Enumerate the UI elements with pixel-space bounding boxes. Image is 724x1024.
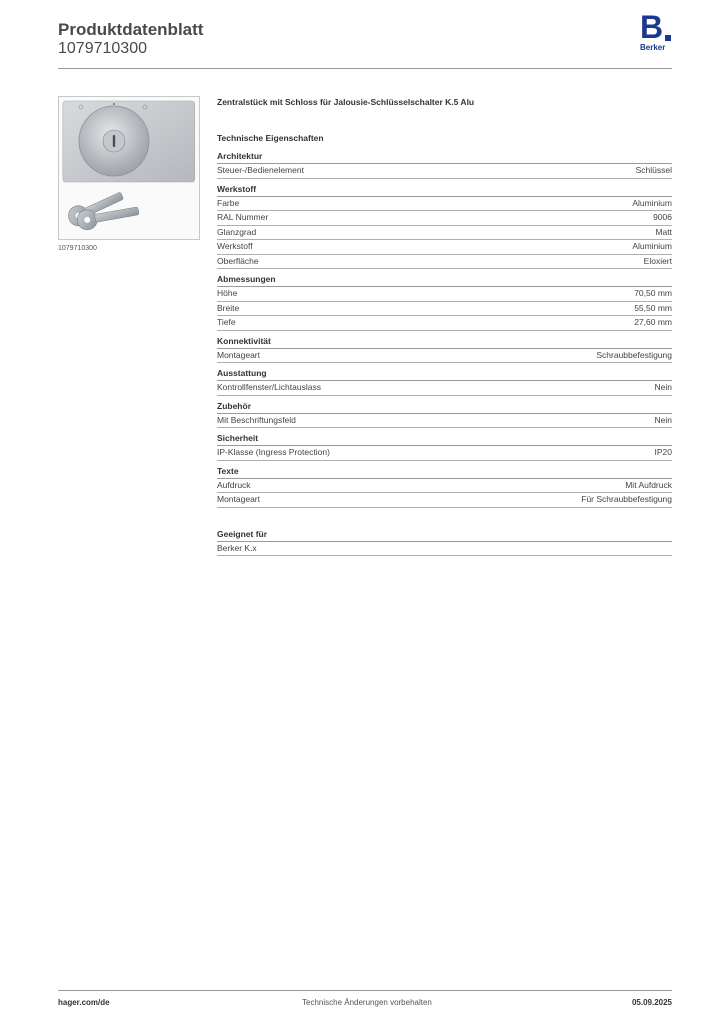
spec-label: Kontrollfenster/Lichtauslass [217,382,321,392]
image-caption: 1079710300 [58,245,97,252]
spec-value: Mit Aufdruck [625,479,672,490]
spec-group-sicherheit [217,432,672,461]
group-title: Werkstoff [217,183,672,197]
spec-label: Steuer-/Bedienelement [217,165,304,175]
spec-group-werkstoff [217,183,672,270]
spec-label: Breite [217,302,240,313]
spec-label: Tiefe [217,317,236,327]
spec-row [217,211,672,226]
spec-row [217,240,672,255]
spec-label: Mit Beschriftungsfeld [217,414,296,425]
spec-row [217,197,672,212]
footer-website: hager.com/de [58,998,110,1007]
spec-row [217,349,672,364]
spec-value: IP20 [654,447,672,457]
group-title: Architektur [217,150,672,164]
group-title: Abmessungen [217,273,672,287]
spec-row [217,414,672,429]
spec-value: Aluminium [632,241,672,251]
product-image [58,96,200,240]
spec-value: Schlüssel [635,165,672,175]
footer-date: 05.09.2025 [631,998,672,1007]
group-title: Geeignet für [217,528,672,542]
spec-label: Montageart [217,494,260,504]
logo-letter: B [640,9,664,45]
spec-value: Nein [654,382,672,392]
footer-notice: Technische Änderungen vorbehalten [302,998,432,1007]
spec-label: Höhe [217,288,238,298]
group-title: Texte [217,465,672,479]
spec-label: Berker K.x [217,542,257,553]
spec-group-ausstattung [217,367,672,396]
spec-group-texte [217,465,672,508]
spec-label: Glanzgrad [217,226,257,237]
group-title: Ausstattung [217,367,672,381]
spec-row [217,255,672,270]
spec-group-abmessungen [217,273,672,331]
spec-row [217,479,672,494]
article-number: 1079710300 [58,40,147,57]
spec-row [217,542,672,557]
logo-text: Berker [640,43,666,52]
spec-row [217,316,672,331]
suitable-for-group [217,528,672,557]
spec-value: Nein [654,414,672,425]
spec-row [217,164,672,179]
spec-label: IP-Klasse (Ingress Protection) [217,447,330,457]
spec-value: 55,50 mm [634,302,672,313]
spec-value: Für Schraubbefestigung [581,494,672,504]
spec-label: Farbe [217,197,240,208]
group-title: Sicherheit [217,432,672,446]
spec-value: Matt [655,226,672,237]
group-title: Konnektivität [217,335,672,349]
spec-row [217,226,672,241]
spec-label: Oberfläche [217,255,259,266]
spec-row [217,446,672,461]
spec-group-architektur [217,150,672,179]
spec-value: 9006 [653,212,672,222]
spec-row [217,287,672,302]
spec-group-zubehoer [217,400,672,429]
logo-dot [665,35,671,41]
spec-value: Aluminium [632,197,672,208]
spec-value: Eloxiert [643,255,672,266]
spec-row [217,381,672,396]
berker-logo [638,9,676,55]
product-illustration [59,97,199,239]
spec-label: RAL Nummer [217,212,269,222]
group-title: Zubehör [217,400,672,414]
spec-row [217,302,672,317]
footer-divider [58,990,672,991]
spec-value: 27,60 mm [634,317,672,327]
spec-group-konnektivitaet [217,335,672,364]
spec-content [217,95,672,556]
spec-label: Montageart [217,349,260,360]
spec-row [217,493,672,508]
section-heading: Technische Eigenschaften [217,133,324,143]
product-title: Zentralstück mit Schloss für Jalousie-Schlüsselschalter K.5 Alu [217,97,475,107]
spec-label: Aufdruck [217,479,251,490]
spec-value: 70,50 mm [634,288,672,298]
spec-label: Werkstoff [217,241,253,251]
page-title: Produktdatenblatt [58,20,204,39]
spec-value: Schraubbefestigung [596,349,672,360]
header-divider [58,68,672,69]
